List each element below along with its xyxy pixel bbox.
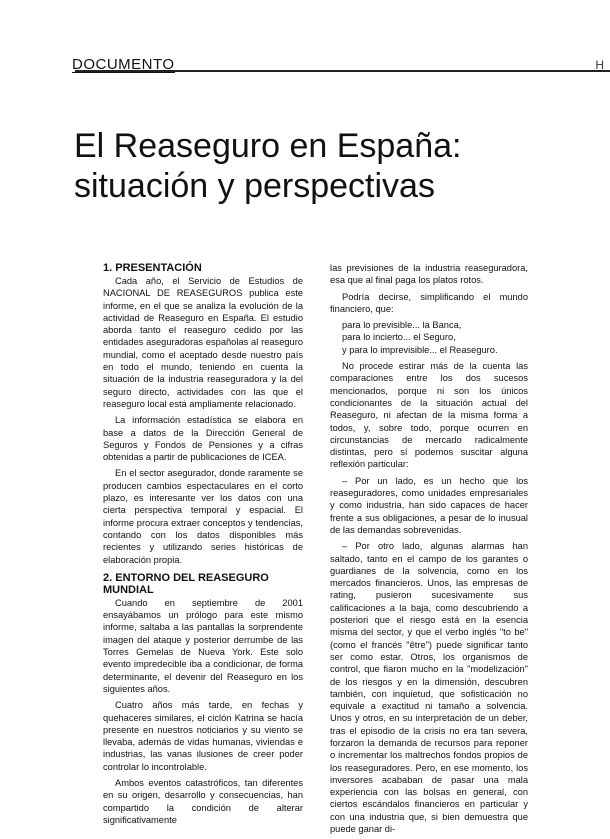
heading-entorno: 2. ENTORNO DEL REASEGURO MUNDIAL <box>103 571 269 596</box>
paragraph: Podría decirse, simplificando el mundo financiero, que: <box>330 291 528 314</box>
verse-line: para lo previsible... la Banca, <box>342 320 462 331</box>
verse-line: para lo incierto... el Seguro, <box>342 332 456 343</box>
verse-line: y para lo imprevisible... el Reaseguro. <box>342 344 498 355</box>
paragraph: En el sector asegurador, donde raramente se producen cambios espectaculares en el corto plazo, es interesante ver los datos con una cierta perspectiva temporal y espacial. El informe procura extraer conceptos y tendencias, contando con los datos disponibles más recientes y utilizando series históricas de elaboración propia. <box>103 468 303 565</box>
paragraph: No procede estirar más de la cuenta las comparaciones entre los dos sucesos mencionados, porque ni son los únicos condicionantes de la situación actual del Reaseguro, ni afectan de la misma forma a todos, y, sobre todo, porque ocurren en circunstancias de mercado radicalmente distintas, pero sí podemos suscitar alguna reflexión particular: <box>330 361 528 470</box>
paragraph: Ambos eventos catastróficos, tan diferentes en su origen, desarrollo y consecuencias, han compartido la condición de alterar significativamente <box>103 777 303 825</box>
corner-mark: H <box>595 58 604 72</box>
paragraph: Cuando en septiembre de 2001 ensayábamos un prólogo para este mismo informe, saltaba a las pantallas la sorprendente imagen del ataque y posterior derrumbe de las Torres Gemelas de Nueva York. Este solo evento impredecible iba a condicionar, de forma determinante, el devenir del Reaseguro en los siguientes años. <box>103 597 303 694</box>
paragraph: – Por otro lado, algunas alarmas han saltado, tanto en el campo de los garantes o guardianes de la solvencia, como en los mercados financieros. Unos, las empresas de rating, pusieron sucesivamente sus calificaciones a la baja, como descubriendo a posteriori que el riesgo está en la esencia misma del sector, y que el verbo inglés "to be" (como el francés "être") puede significar tanto ser como estar. Otros, los organismos de control, que fiaron mucho en la "modelización" de los riesgos y en la dimensión, descubren también, con inquietud, que sofisticación no equivale a exactitud ni tamaño a solvencia. Unos y otros, en su interpretación de un deber, tras el episodio de la crisis no era tan severa, forzaron la demanda de recursos para reponer o incrementar los maltrechos fondos propios de los reaseguradores. Pero, en ese momento, los inversores acababan de pasar una mala experiencia con las bolsas en general, con ciertos escándalos financieros en particular y con una industria que, si bien demuestra que puede ganar di- <box>330 541 528 835</box>
heading-presentacion: 1. PRESENTACIÓN <box>103 262 202 274</box>
paragraph: – Por un lado, es un hecho que los reaseguradores, como unidades empresariales y como industria, han sido capaces de hacer frente a sus obligaciones, a pesar de lo inusual de las demandas sobrevenidas. <box>330 475 528 535</box>
paragraph: La información estadística se elabora en base a datos de la Dirección General de Seguros y Fondos de Pensiones y a cifras obtenidas a partir de publicaciones de ICEA. <box>103 415 303 463</box>
paragraph: Cuatro años más tarde, en fechas y quehaceres similares, el ciclón Katrina se hacía presente en nuestros noticiarios y su viento se llevaba, además de vidas humanas, viviendas e industrias, las vanas ilusiones de creer poder controlar lo incontrolable. <box>103 700 303 772</box>
section-label: DOCUMENTO <box>72 56 175 73</box>
left-column <box>103 262 303 830</box>
paragraph: Cada año, el Servicio de Estudios de NACIONAL DE REASEGUROS publica este informe, en el que se analiza la evolución de la actividad de Reaseguro en España. El estudio aborda tanto el reaseguro cedido por las entidades aseguradoras españolas al reaseguro mundial, como el aceptado desde nuestro país en todo el mundo, teniendo en cuenta la situación de la industria reaseguradora y la del seguro directo, actividades con las que el reaseguro local está ampliamente relacionado. <box>103 276 303 409</box>
paragraph: las previsiones de la industria reaseguradora, esa que al final paga los platos rotos. <box>330 263 528 286</box>
article-title: El Reaseguro en España: situación y perspectivas <box>74 127 462 205</box>
right-column <box>330 262 528 839</box>
